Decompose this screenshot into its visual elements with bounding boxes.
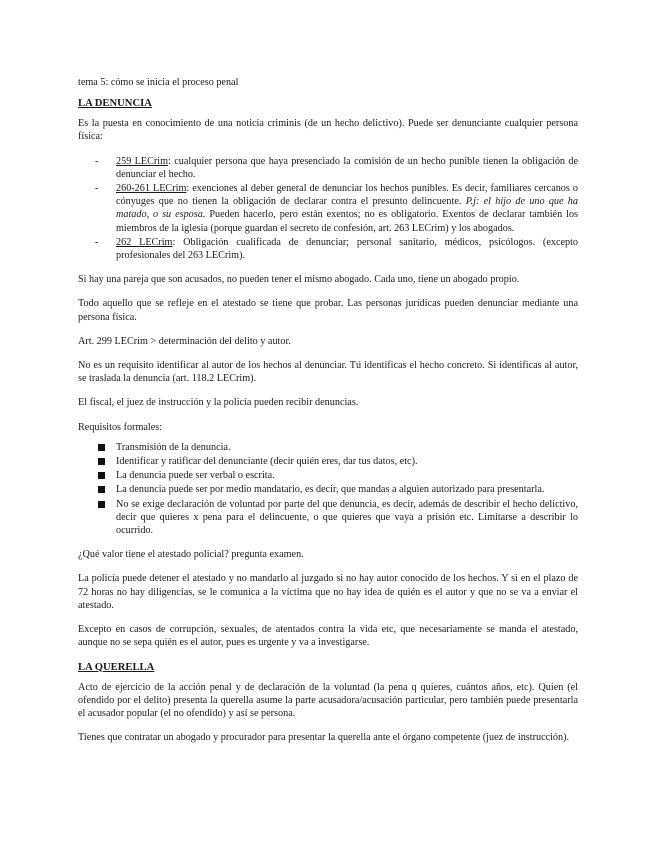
article-text: : Obligación cualificada de denunciar; personal sanitario, médicos, psicólogos. (excepto profesionales del 263 LECrim). [116, 236, 579, 262]
requirements-list [78, 441, 578, 537]
requirement-text: Identificar y ratificar del denunciante (decir quién eres, dar tus datos, etc). [116, 456, 418, 468]
requirement-text: La denuncia puede ser verbal o escrita. [116, 470, 275, 482]
section-heading-denuncia: LA DENUNCIA [78, 98, 152, 110]
example-italic: P.j: el hijo de uno que ha matado, o su esposa. [116, 196, 578, 221]
paragraph: La policía puede detener el atestado y no mandarlo al juzgado si no hay autor conocido de los hechos. Y si en el plazo de 72 horas no hay diligencias, se le comunica a la víctima que no hay idea de quién es el autor y que no se va a enviar el atestado. [78, 573, 578, 611]
list-item [78, 469, 578, 482]
document-body [78, 76, 578, 755]
article-text: : exenciones al deber general de denunciar los hechos punibles. Es decir, familiares cercanos o cónyuges que no tienen la obligación de declarar contra el presunto delincuente. [116, 183, 578, 208]
list-item [78, 236, 578, 262]
list-item [78, 483, 578, 496]
requirement-text: Transmisión de la denuncia. [116, 441, 231, 453]
square-bullet-icon [98, 472, 105, 479]
paragraph: Tienes que contratar un abogado y procurador para presentar la querella ante el órgano competente (juez de instrucción). [78, 732, 570, 744]
requirement-text: La denuncia puede ser por medio mandatario, es decir, que mandas a alguien autorizado para presentarla. [116, 484, 545, 496]
article-ref: 260-261 LECrim [116, 183, 187, 195]
topic-title: tema 5: cómo se inicia el proceso penal [78, 77, 239, 88]
requirement-text: No se exige declaración de voluntad por parte del que denuncia, es decir, además de describir el hecho delictivo, decir que quieres x pena para el delincuente, o que quieres que vaya a prisión etc. Limitarse a describir lo ocurrido. [116, 498, 578, 537]
paragraph: No es un requisito identificar al autor de los hechos al denunciar. Tú identificas el hecho concreto. Si identificas al autor, se traslada la denuncia (art. 118.2 LECrim). [78, 360, 578, 385]
article-ref: 262 LECrim [116, 236, 173, 248]
paragraph: El fiscal, el juez de instrucción y la policía pueden recibir denuncias. [78, 397, 359, 409]
paragraph: Todo aquello que se refleje en el atestado se tiene que probar. Las personas jurídicas pueden denunciar mediante una persona física. [78, 298, 578, 323]
square-bullet-icon [98, 458, 105, 465]
paragraph: Si hay una pareja que son acusados, no pueden tener el mismo abogado. Cada uno, tiene un abogado propio. [78, 274, 520, 286]
list-item [78, 182, 578, 235]
article-text: : cualquier persona que haya presenciado la comisión de un hecho punible tienen la obligación de denunciar el hecho. [116, 155, 578, 180]
paragraph: Art. 299 LECrim > determinación del delito y autor. [78, 335, 291, 347]
section-heading-querella: LA QUERELLA [78, 661, 155, 673]
list-item [78, 455, 578, 468]
list-item [78, 441, 578, 454]
list-item [78, 155, 578, 181]
paragraph: ¿Qué valor tiene el atestado policial? pregunta examen. [78, 549, 304, 561]
paragraph: Excepto en casos de corrupción, sexuales, de atentados contra la vida etc, que necesariamente se manda el atestado, aunque no se sepa quién es el autor, pues es urgente y va a investigarse. [78, 624, 578, 649]
square-bullet-icon [98, 444, 105, 451]
denuncia-intro: Es la puesta en conocimiento de una noticia criminis (de un hecho delictivo). Puede ser denunciante cualquier persona física: [78, 118, 578, 143]
square-bullet-icon [98, 486, 105, 493]
article-ref: 259 LECrim [116, 155, 169, 167]
list-item [78, 498, 578, 538]
square-bullet-icon [98, 501, 105, 508]
article-text: Pueden hacerlo, pero están exentos; no es obligatorio. Exentos de declarar también los miembros de la iglesia (porque guardan el secreto de confesión, art. 263 LECrim) y los abogados. [116, 209, 578, 234]
article-list [78, 155, 578, 263]
paragraph: Acto de ejercicio de la acción penal y de declaración de la voluntad (la pena q quieres, cuántos años, etc). Quien (el ofendido por el delito) presenta la querella asume la parte acusadora/acusación particular, pero también puede presentarla el acusador popular (el no ofendido) y así se persona. [78, 681, 578, 719]
requirements-title: Requisitos formales: [78, 421, 163, 433]
